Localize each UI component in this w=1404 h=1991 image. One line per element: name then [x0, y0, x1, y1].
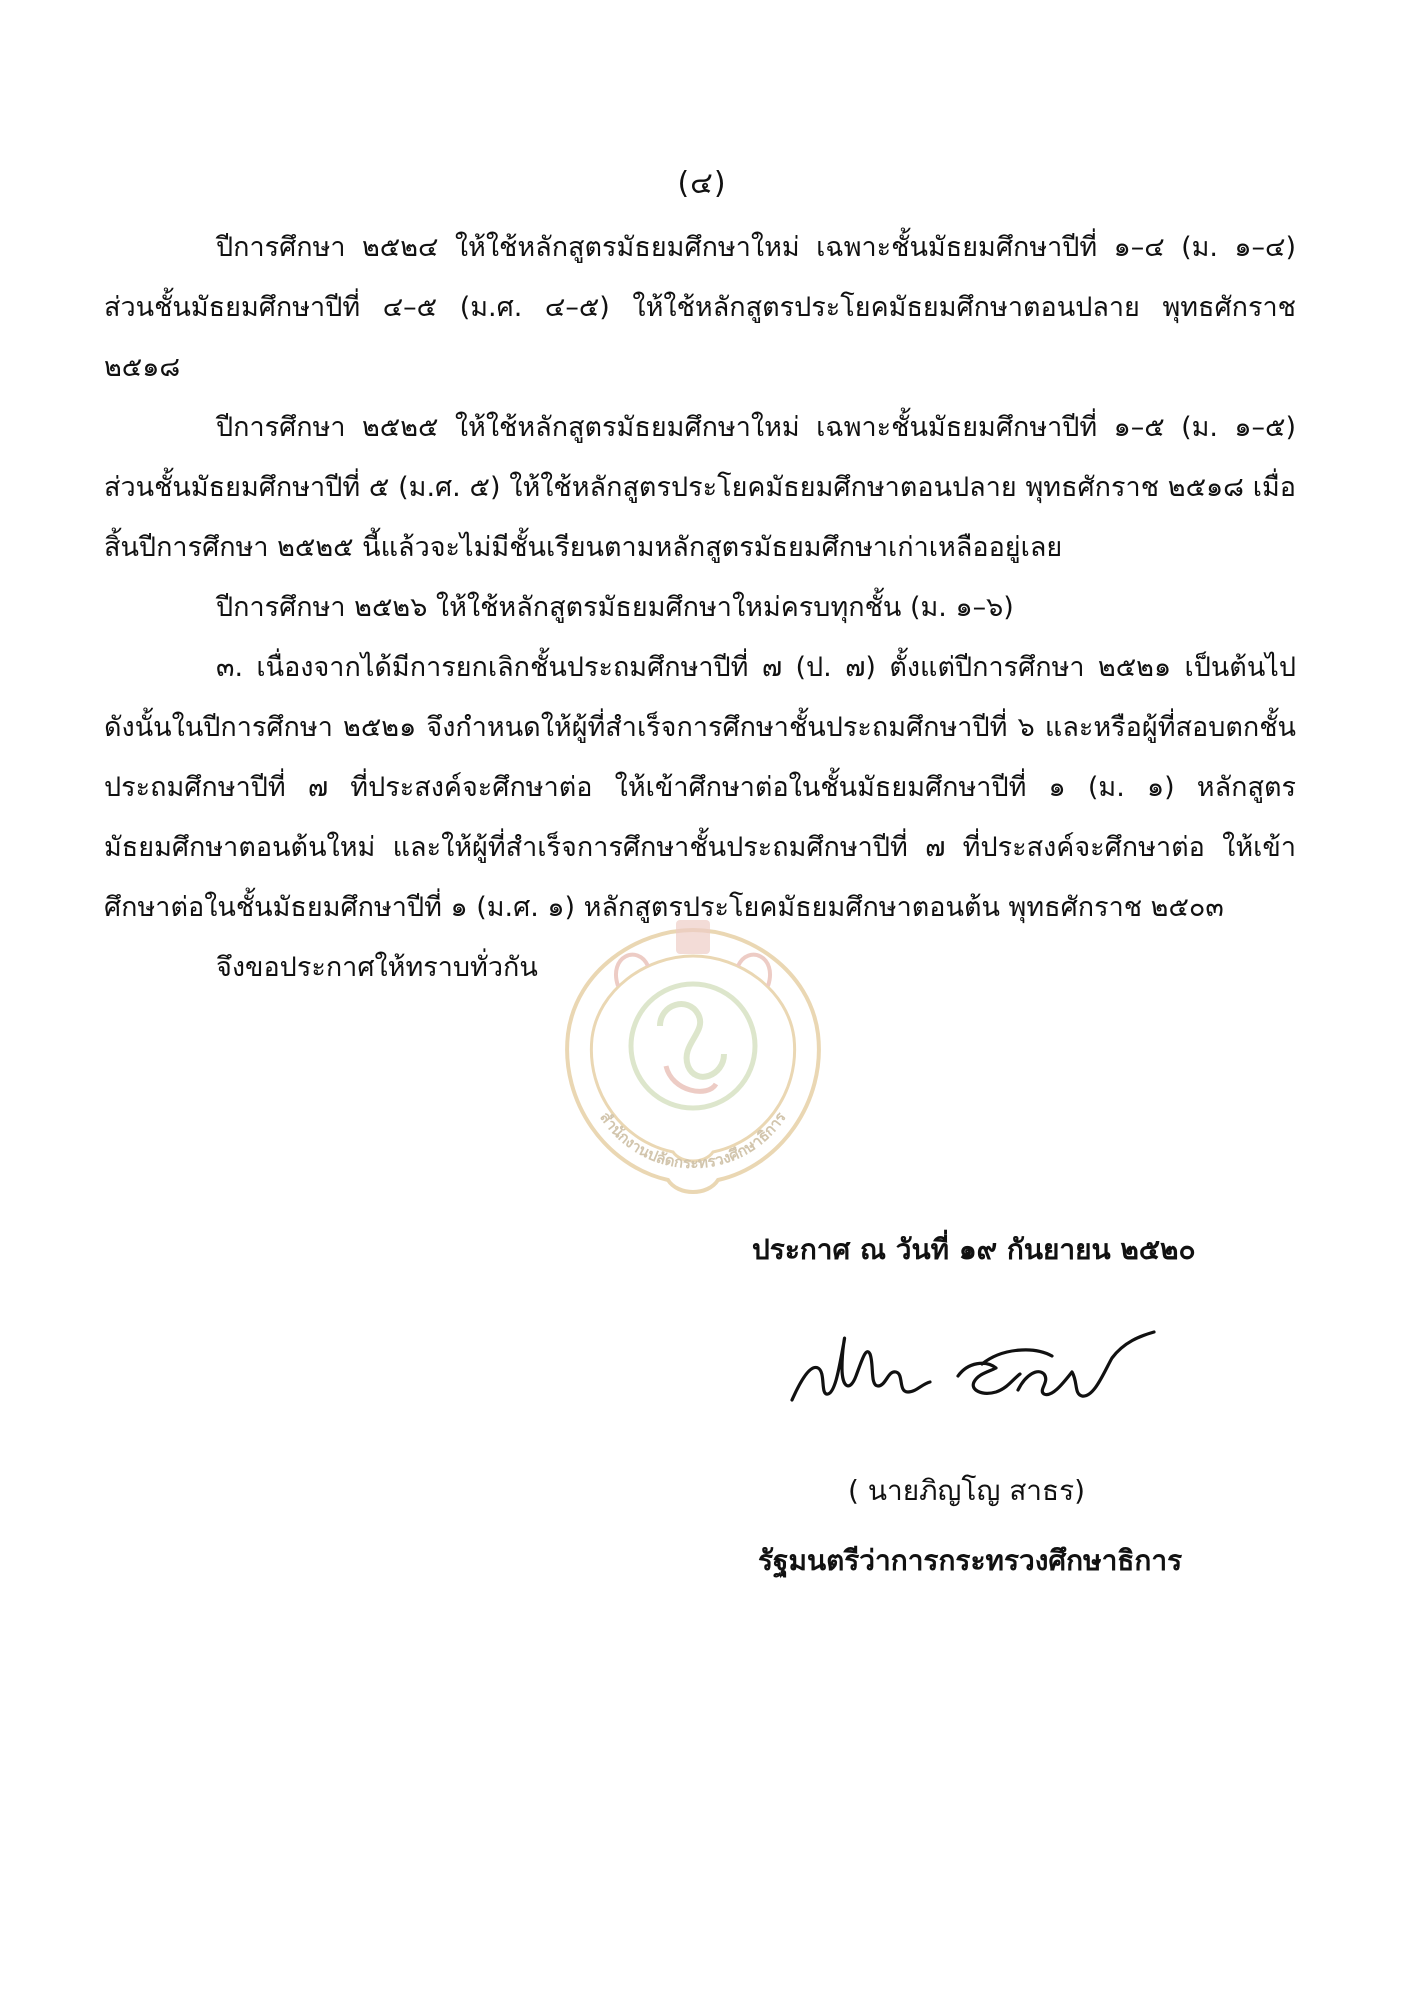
svg-text:สำนักงานปลัดกระทรวงศึกษาธิการ: สำนักงานปลัดกระทรวงศึกษาธิการ [596, 1108, 790, 1173]
signer-name: ( นายภิญโญ สาธร) [848, 1474, 1086, 1507]
closing-statement: จึงขอประกาศให้ทราบทั่วกัน [216, 952, 538, 983]
signature-block [740, 1228, 1300, 1583]
page-number: (๔) [677, 166, 727, 201]
paragraph-item-3: ๓. เนื่องจากได้มีการยกเลิกชั้นประถมศึกษาปีที่ ๗ (ป. ๗) ตั้งแต่ปีการศึกษา ๒๕๒๑ เป็นต้นไป ดังนั้นในปีการศึกษา ๒๕๒๑ จึงกำหนดให้ผู้ที่สำเร็จการศึกษาชั้นประถมศึกษาปีที่ ๖ และหรือผู้ที่สอบตกชั้นประถมศึกษาปีที่ ๗ ที่ประสงค์จะศึกษาต่อ ให้เข้าศึกษาต่อในชั้นมัธยมศึกษาปีที่ ๑ (ม. ๑) หลักสูตรมัธยมศึกษาตอนต้นใหม่ และให้ผู้ที่สำเร็จการศึกษาชั้นประถมศึกษาปีที่ ๗ ที่ประสงค์จะศึกษาต่อ ให้เข้าศึกษาต่อในชั้นมัธยมศึกษาปีที่ ๑ (ม.ศ. ๑) หลักสูตรประโยคมัธยมศึกษาตอนต้น พุทธศักราช ๒๕๐๓ [104, 652, 1296, 923]
paragraph-2525: ปีการศึกษา ๒๕๒๕ ให้ใช้หลักสูตรมัธยมศึกษาใหม่ เฉพาะชั้นมัธยมศึกษาปีที่ ๑–๕ (ม. ๑–๕) ส่วนชั้นมัธยมศึกษาปีที่ ๕ (ม.ศ. ๕) ให้ใช้หลักสูตรประโยคมัธยมศึกษาตอนปลาย พุทธศักราช ๒๕๑๘ เมื่อสิ้นปีการศึกษา ๒๕๒๕ นี้แล้วจะไม่มีชั้นเรียนตามหลักสูตรมัธยมศึกษาเก่าเหลืออยู่เลย [104, 412, 1296, 563]
body-text [104, 218, 1296, 998]
paragraph-2524: ปีการศึกษา ๒๕๒๔ ให้ใช้หลักสูตรมัธยมศึกษาใหม่ เฉพาะชั้นมัธยมศึกษาปีที่ ๑–๔ (ม. ๑–๔) ส่วนชั้นมัธยมศึกษาปีที่ ๔–๕ (ม.ศ. ๔–๕) ให้ใช้หลักสูตรประโยคมัธยมศึกษาตอนปลาย พุทธศักราช ๒๕๑๘ [104, 232, 1296, 383]
signer-title: รัฐมนตรีว่าการกระทรวงศึกษาธิการ [758, 1544, 1183, 1577]
handwritten-signature [782, 1312, 1162, 1422]
announcement-date: ประกาศ ณ วันที่ ๑๙ กันยายน ๒๕๒๐ [752, 1233, 1196, 1266]
paragraph-2526: ปีการศึกษา ๒๕๒๖ ให้ใช้หลักสูตรมัธยมศึกษาใหม่ครบทุกชั้น (ม. ๑–๖) [216, 592, 1014, 623]
ministry-seal-watermark [548, 916, 838, 1206]
